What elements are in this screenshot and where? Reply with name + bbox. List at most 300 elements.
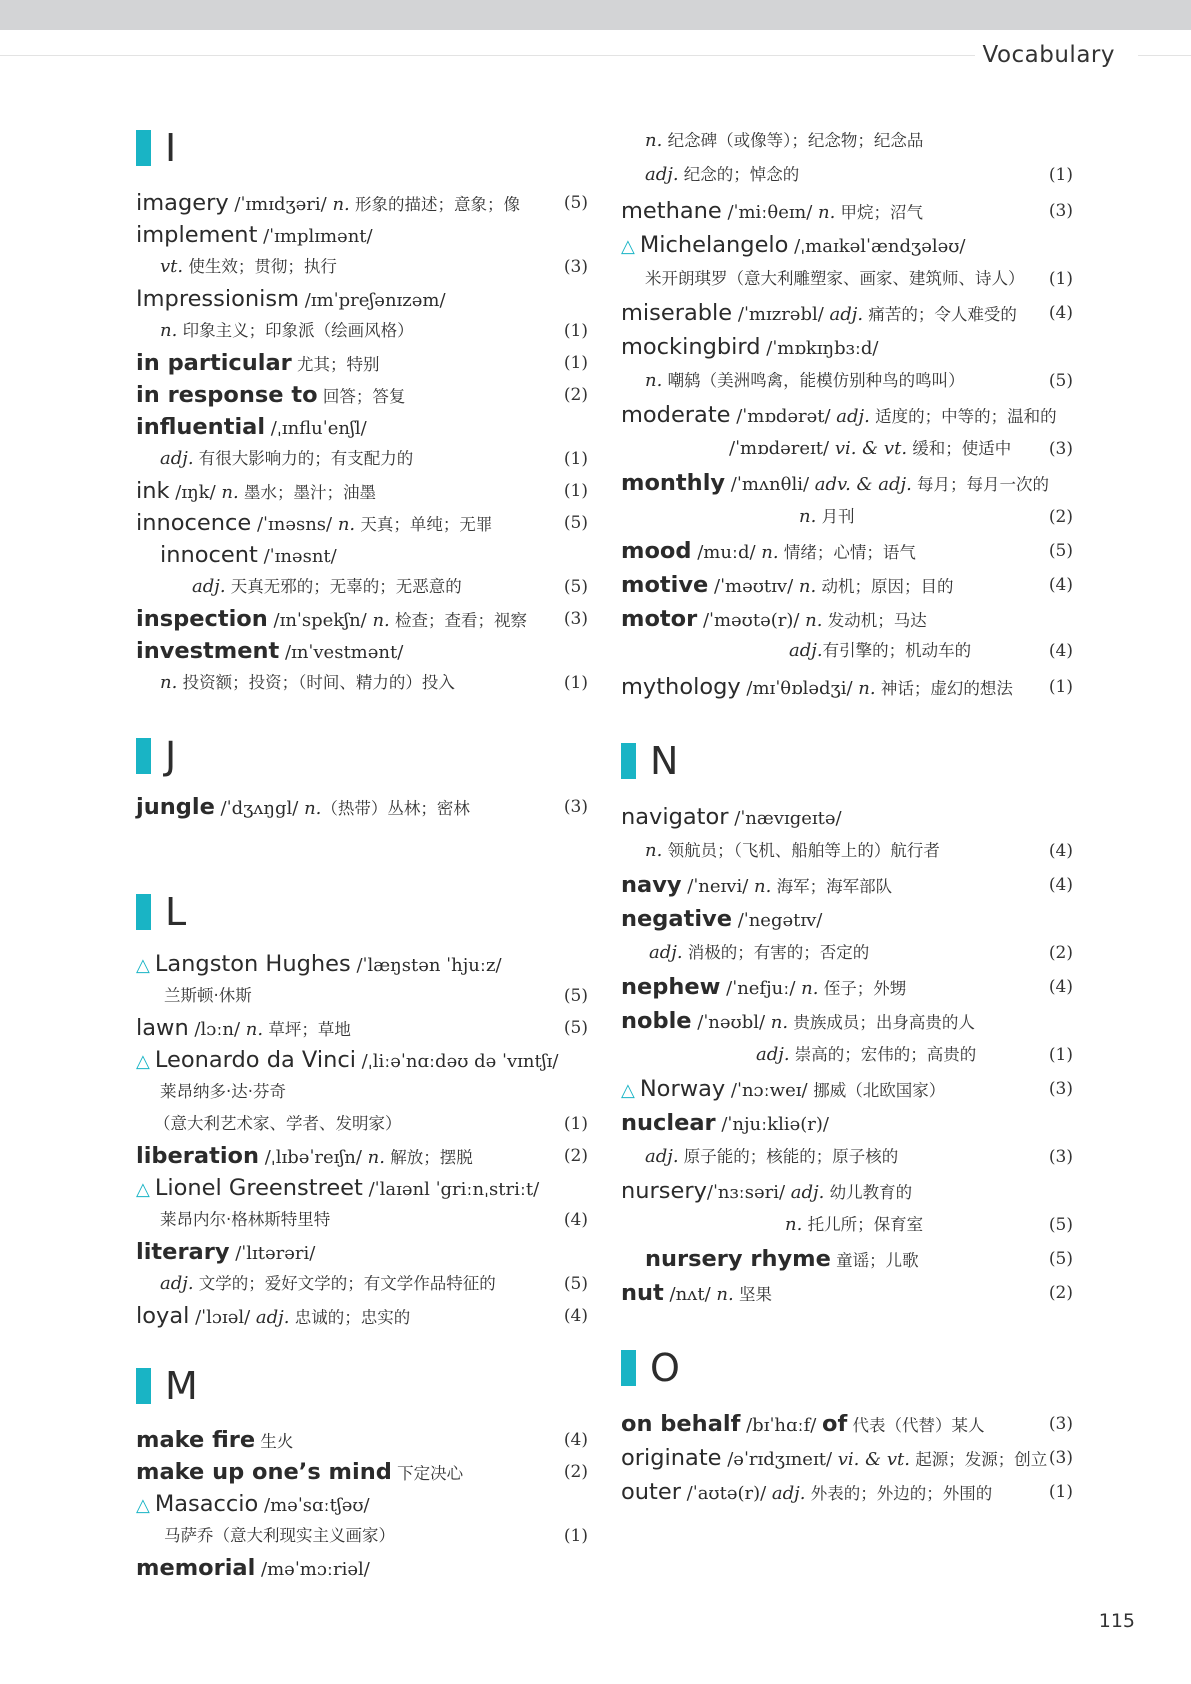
section-letter: J — [165, 734, 177, 778]
headword: make up one’s mind — [136, 1459, 392, 1485]
phonetic: /ˈmɒdəreɪt/ — [729, 438, 835, 459]
phonetic: /ˈnævɪgeɪtə/ — [728, 808, 842, 829]
entry-investment-def — [136, 667, 588, 699]
unit-number: (2) — [563, 1462, 588, 1482]
part-of-speech: n. — [801, 978, 819, 999]
section-letter: M — [165, 1364, 198, 1408]
unit-number: (5) — [1048, 371, 1073, 391]
definition: 痛苦的；令人难受的 — [863, 305, 1017, 324]
unit-number: (4) — [563, 1430, 588, 1450]
unit-number: (5) — [563, 513, 588, 533]
unit-number: (3) — [1048, 1147, 1073, 1167]
entry-nuclear — [621, 1107, 1073, 1139]
entry-negative-def — [621, 937, 1073, 969]
entry-loyal — [136, 1300, 588, 1332]
entry-mood — [621, 535, 1073, 567]
unit-number: (4) — [1048, 875, 1073, 895]
phonetic: /ˈnɔːweɪ/ — [725, 1080, 814, 1101]
unit-number: (5) — [1048, 541, 1073, 561]
definition: 每月；每月一次的 — [911, 475, 1050, 494]
definition: 原子能的；核能的；原子核的 — [678, 1147, 899, 1166]
entry-influential-def — [136, 443, 588, 475]
part-of-speech: adj. — [645, 164, 679, 185]
unit-number: (2) — [563, 1146, 588, 1166]
phonetic: /ˈneɪvi/ — [681, 876, 754, 897]
definition: 缓和；使适中 — [907, 439, 1012, 458]
section-marker — [136, 130, 151, 166]
entry-monthly — [621, 467, 1073, 499]
definition: 纪念碑（或像等）；纪念物；纪念品 — [662, 131, 924, 150]
entry-in-particular — [136, 347, 588, 379]
unit-number: (2) — [1048, 507, 1073, 527]
headword: nursery — [621, 1178, 707, 1204]
unit-number: (4) — [1048, 303, 1073, 323]
definition: 挪威（北欧国家） — [813, 1081, 946, 1100]
phonetic: /ˈnəʊbl/ — [691, 1012, 771, 1033]
headword: Lionel Greenstreet — [154, 1175, 363, 1201]
entry-masaccio — [136, 1488, 588, 1520]
part-of-speech: adj. — [192, 576, 226, 597]
headword: nuclear — [621, 1110, 716, 1136]
section-marker — [621, 743, 636, 779]
headword-continued: of — [822, 1411, 848, 1437]
phonetic: /ɪnˈvestmənt/ — [279, 642, 404, 663]
definition: 贵族成员；出身高贵的人 — [788, 1013, 975, 1032]
entry-nuclear-def — [621, 1141, 1073, 1173]
entry-lionel — [136, 1172, 588, 1204]
entry-moderate-def2 — [621, 433, 1073, 465]
entry-negative — [621, 903, 1073, 935]
definition: 适度的；中等的；温和的 — [869, 407, 1057, 426]
phonetic: /ˈmɪzrəbl/ — [732, 304, 830, 325]
part-of-speech: n. — [817, 202, 836, 223]
entry-nephew — [621, 971, 1073, 1003]
definition: 有很大影响力的；有支配力的 — [193, 449, 414, 468]
definition: 莱昂纳多·达·芬奇 — [160, 1082, 286, 1101]
headword: methane — [621, 198, 722, 224]
triangle-icon: △ — [621, 236, 635, 257]
part-of-speech: n. — [645, 840, 663, 861]
entry-inspection — [136, 603, 588, 635]
definition: 使生效；贯彻；执行 — [183, 257, 337, 276]
headword: in response to — [136, 382, 318, 408]
section-marker — [136, 1368, 151, 1404]
phonetic: /ɪŋk/ — [169, 482, 222, 503]
entry-influential — [136, 411, 588, 443]
entry-navigator — [621, 801, 1073, 833]
headword: Leonardo da Vinci — [154, 1047, 356, 1073]
phonetic: /ˈlæŋstən ˈhjuːz/ — [350, 955, 502, 976]
part-of-speech: adj. — [829, 304, 864, 325]
headword: lawn — [136, 1015, 189, 1041]
entry-ink — [136, 475, 588, 507]
headword: literary — [136, 1239, 230, 1265]
definition: 回答；答复 — [317, 387, 406, 406]
entry-on-behalf-of — [621, 1408, 1073, 1440]
part-of-speech: n. — [799, 506, 817, 527]
entry-motor-def2 — [621, 635, 1073, 667]
unit-number: (1) — [563, 353, 588, 373]
entry-navigator-def — [621, 835, 1073, 867]
entry-moderate — [621, 399, 1073, 431]
section-marker — [136, 738, 151, 774]
entry-noble — [621, 1005, 1073, 1037]
headword: mood — [621, 538, 692, 564]
entry-innocence — [136, 507, 588, 539]
unit-number: (5) — [563, 986, 588, 1006]
entry-outer — [621, 1476, 1073, 1508]
entry-literary-def — [136, 1268, 588, 1300]
entry-literary — [136, 1236, 588, 1268]
entry-langston-hughes-def — [136, 980, 588, 1012]
phonetic: /muːd/ — [691, 542, 762, 563]
unit-number: (4) — [563, 1210, 588, 1230]
headword: miserable — [621, 300, 733, 326]
part-of-speech: n. — [754, 876, 772, 897]
unit-number: (1) — [563, 321, 588, 341]
phonetic: /ˌliːəˈnɑːdəʊ də ˈvɪntʃɪ/ — [355, 1051, 559, 1072]
headword: noble — [621, 1008, 692, 1034]
entry-leonardo-def — [136, 1076, 588, 1108]
phonetic: /ˈnɜːsəri/ — [706, 1182, 791, 1203]
headword: innocence — [136, 510, 252, 536]
definition: 形象的描述；意象；像 — [349, 195, 521, 214]
entry-methane — [621, 195, 1073, 227]
unit-number: (3) — [1048, 1414, 1073, 1434]
headword: ink — [136, 478, 170, 504]
part-of-speech: n. — [716, 1284, 734, 1305]
unit-number: (4) — [1048, 575, 1073, 595]
entry-norway — [621, 1073, 1073, 1105]
triangle-icon: △ — [621, 1080, 635, 1101]
unit-number: (4) — [1048, 641, 1073, 661]
entry-michelangelo — [621, 229, 1073, 261]
running-header: Vocabulary — [982, 42, 1115, 68]
definition: 印象主义；印象派（绘画风格） — [177, 321, 414, 340]
headword: moderate — [621, 402, 731, 428]
unit-number: (3) — [563, 257, 588, 277]
entry-implement-def — [136, 251, 588, 283]
part-of-speech: n. — [160, 320, 178, 341]
phonetic: /ɪmˈpreʃənɪzəm/ — [299, 290, 446, 311]
phonetic: /ˈlɪtərəri/ — [229, 1243, 316, 1264]
headword: nut — [621, 1280, 664, 1306]
entry-nursery — [621, 1175, 1073, 1207]
part-of-speech: vi. & vt. — [834, 438, 908, 459]
definition: 代表（代替）某人 — [847, 1416, 985, 1435]
definition: 莱昂内尔·格林斯特里特 — [160, 1210, 331, 1229]
definition: （热带）丛林；密林 — [321, 799, 470, 818]
unit-number: (5) — [563, 1018, 588, 1038]
unit-number: (4) — [1048, 841, 1073, 861]
phonetic: /məˈsɑːtʃəʊ/ — [258, 1495, 370, 1516]
entry-memorial — [136, 1552, 588, 1584]
headword: mythology — [621, 674, 741, 700]
section-marker — [136, 894, 151, 930]
part-of-speech: n. — [785, 1214, 803, 1235]
definition: 忠诚的；忠实的 — [289, 1308, 411, 1327]
entry-mockingbird — [621, 331, 1073, 363]
unit-number: (2) — [1048, 1283, 1073, 1303]
phonetic: /ˈɪnəsnt/ — [257, 546, 337, 567]
phonetic: /ˈmʌnθli/ — [725, 474, 815, 495]
triangle-icon: △ — [136, 1179, 150, 1200]
headword: motive — [621, 572, 709, 598]
definition: 有引擎的；机动车的 — [822, 641, 972, 660]
part-of-speech: adj. — [649, 942, 683, 963]
definition: 米开朗琪罗（意大利雕塑家、画家、建筑师、诗人） — [645, 269, 1025, 288]
part-of-speech: adj. — [836, 406, 870, 427]
triangle-icon: △ — [136, 1051, 150, 1072]
definition: 墨水；墨汁；油墨 — [238, 483, 376, 502]
phonetic: /ˈnefjuː/ — [720, 978, 802, 999]
headword: liberation — [136, 1143, 260, 1169]
part-of-speech: n. — [761, 542, 779, 563]
definition: 动机；原因；目的 — [816, 577, 954, 596]
section-O — [621, 1344, 1073, 1394]
section-N — [621, 737, 1073, 787]
entry-in-response-to — [136, 379, 588, 411]
unit-number: (3) — [563, 609, 588, 629]
part-of-speech: vt. — [160, 256, 184, 277]
unit-number: (2) — [563, 385, 588, 405]
unit-number: (3) — [563, 797, 588, 817]
definition: 发动机；马达 — [822, 611, 927, 630]
entry-make-fire — [136, 1424, 588, 1456]
phonetic: /əˈrɪdʒɪneɪt/ — [721, 1449, 838, 1470]
phonetic: /nʌt/ — [663, 1284, 717, 1305]
page-number: 115 — [1098, 1610, 1135, 1632]
definition: 草坪；草地 — [263, 1020, 351, 1039]
definition: 解放；摆脱 — [385, 1148, 473, 1167]
headword: in particular — [136, 350, 292, 376]
unit-number: (3) — [1048, 1079, 1073, 1099]
headword: mockingbird — [621, 334, 761, 360]
headword: navigator — [621, 804, 729, 830]
phonetic: /mɪˈθɒlədʒi/ — [740, 678, 859, 699]
triangle-icon: △ — [136, 1495, 150, 1516]
entry-langston-hughes — [136, 948, 588, 980]
entry-mockingbird-def — [621, 365, 1073, 397]
phonetic: /məˈmɔːriəl/ — [255, 1559, 370, 1580]
definition: 天真无邪的；无辜的；无恶意的 — [225, 577, 462, 596]
definition: （意大利艺术家、学者、发明家） — [154, 1114, 402, 1133]
unit-number: (4) — [563, 1306, 588, 1326]
phonetic: /ˈdʒʌŋgl/ — [214, 798, 305, 819]
section-I — [136, 124, 588, 174]
unit-number: (3) — [1048, 1448, 1073, 1468]
part-of-speech: adj. — [160, 448, 194, 469]
section-letter: I — [165, 126, 177, 170]
definition: 领航员；（飞机、船舶等上的）航行者 — [662, 841, 940, 860]
unit-number: (1) — [563, 481, 588, 501]
section-M — [136, 1362, 588, 1412]
phonetic: /ˈmɒkɪŋbɜːd/ — [760, 338, 879, 359]
headword: Masaccio — [154, 1491, 259, 1517]
phonetic: /ˌmaɪkəlˈændʒələʊ/ — [788, 236, 966, 257]
unit-number: (5) — [563, 1274, 588, 1294]
unit-number: (1) — [563, 449, 588, 469]
part-of-speech: adj. — [160, 1273, 194, 1294]
definition: 天真；单纯；无罪 — [355, 515, 493, 534]
unit-number: (1) — [563, 673, 588, 693]
section-marker — [621, 1350, 636, 1386]
headword: imagery — [136, 190, 229, 216]
headword: originate — [621, 1445, 722, 1471]
entry-leonardo-def2 — [136, 1108, 588, 1140]
entry-lionel-def — [136, 1204, 588, 1236]
header-rule-right — [1138, 55, 1191, 56]
part-of-speech: adj. — [789, 640, 823, 661]
unit-number: (5) — [563, 193, 588, 213]
unit-number: (1) — [1048, 1045, 1073, 1065]
headword: innocent — [160, 542, 258, 568]
entry-motor — [621, 603, 1073, 635]
entry-lawn — [136, 1012, 588, 1044]
part-of-speech: n. — [337, 514, 356, 535]
triangle-icon: △ — [136, 955, 150, 976]
entry-liberation — [136, 1140, 588, 1172]
section-letter: L — [165, 890, 187, 934]
part-of-speech: adj. — [771, 1483, 806, 1504]
entry-michelangelo-def — [621, 263, 1073, 295]
headword: Norway — [639, 1076, 726, 1102]
definition: 马萨乔（意大利现实主义画家） — [164, 1526, 395, 1545]
part-of-speech: n. — [798, 576, 817, 597]
part-of-speech: n. — [645, 370, 663, 391]
headword: nursery rhyme — [645, 1246, 831, 1272]
definition: 消极的；有害的；否定的 — [682, 943, 870, 962]
headword: nephew — [621, 974, 721, 1000]
headword: implement — [136, 222, 258, 248]
part-of-speech: adv. & adj. — [814, 474, 912, 495]
unit-number: (2) — [1048, 943, 1073, 963]
unit-number: (1) — [1048, 165, 1073, 185]
definition: 嘲鸫（美洲鸣禽，能模仿别种鸟的鸣叫） — [662, 371, 965, 390]
part-of-speech: n. — [805, 610, 823, 631]
phonetic: /ˈmiːθeɪn/ — [721, 202, 818, 223]
headword: memorial — [136, 1555, 256, 1581]
headword: loyal — [136, 1303, 190, 1329]
unit-number: (5) — [1048, 1215, 1073, 1235]
phonetic: /ˌlɪbəˈreɪʃn/ — [259, 1147, 368, 1168]
section-J — [136, 732, 588, 782]
entry-nursery-def2 — [621, 1209, 1073, 1241]
definition: 侄子；外甥 — [818, 979, 907, 998]
phonetic: /ˈɪnəsns/ — [251, 514, 338, 535]
headword: on behalf — [621, 1411, 741, 1437]
part-of-speech: adj. — [790, 1182, 825, 1203]
definition: 托儿所；保育室 — [802, 1215, 924, 1234]
headword: negative — [621, 906, 732, 932]
definition: 生火 — [255, 1432, 294, 1451]
entry-leonardo — [136, 1044, 588, 1076]
definition: 起源；发源；创立 — [909, 1450, 1048, 1469]
unit-number: (1) — [1048, 269, 1073, 289]
part-of-speech: n. — [304, 798, 322, 819]
part-of-speech: n. — [372, 610, 390, 631]
unit-number: (1) — [563, 1526, 588, 1546]
phonetic: /ˈnegətɪv/ — [731, 910, 823, 931]
phonetic: /ˈmɒdərət/ — [730, 406, 837, 427]
entry-innocent-def — [136, 571, 588, 603]
definition: 情绪；心情；语气 — [778, 543, 916, 562]
unit-number: (5) — [1048, 1249, 1073, 1269]
headword: motor — [621, 606, 698, 632]
header-rule — [0, 55, 975, 56]
definition: 幼儿教育的 — [824, 1183, 913, 1202]
headword: jungle — [136, 794, 215, 820]
headword: Impressionism — [136, 286, 300, 312]
definition: 崇高的；宏伟的；高贵的 — [789, 1045, 977, 1064]
entry-jungle — [136, 791, 588, 823]
headword: outer — [621, 1479, 681, 1505]
phonetic: /ˈɪmɪdʒəri/ — [228, 194, 333, 215]
phonetic: /ˈməʊtɪv/ — [708, 576, 799, 597]
phonetic: /bɪˈhɑːf/ — [740, 1415, 823, 1436]
part-of-speech: n. — [160, 672, 178, 693]
part-of-speech: n. — [858, 678, 876, 699]
definition: 甲烷；沼气 — [835, 203, 924, 222]
headword: monthly — [621, 470, 726, 496]
phonetic: /lɔːn/ — [188, 1019, 246, 1040]
definition: 海军；海军部队 — [771, 877, 893, 896]
entry-make-up-mind — [136, 1456, 588, 1488]
headword: influential — [136, 414, 266, 440]
part-of-speech: adj. — [255, 1307, 290, 1328]
unit-number: (1) — [563, 1114, 588, 1134]
entry-navy — [621, 869, 1073, 901]
entry-nut — [621, 1277, 1073, 1309]
entry-miserable — [621, 297, 1073, 329]
part-of-speech: n. — [367, 1147, 385, 1168]
entry-noble-def2 — [621, 1039, 1073, 1071]
part-of-speech: vi. & vt. — [837, 1449, 910, 1470]
entry-nursery-rhyme — [621, 1243, 1073, 1275]
entry-monthly-def2 — [621, 501, 1073, 533]
section-letter: N — [650, 739, 679, 783]
definition: 月刊 — [816, 507, 855, 526]
unit-number: (1) — [1048, 677, 1073, 697]
entry-innocent — [136, 539, 588, 571]
phonetic: /ˈlaɪənl ˈgriːnˌstriːt/ — [362, 1179, 540, 1200]
part-of-speech: adj. — [756, 1044, 790, 1065]
entry-mythology — [621, 671, 1073, 703]
definition: 童谣；儿歌 — [830, 1251, 919, 1270]
section-L — [136, 888, 588, 938]
headword: investment — [136, 638, 280, 664]
section-letter: O — [650, 1346, 680, 1390]
part-of-speech: n. — [221, 482, 239, 503]
entry-motive — [621, 569, 1073, 601]
definition: 下定决心 — [391, 1464, 464, 1483]
definition: 兰斯顿·休斯 — [164, 986, 252, 1005]
definition: 检查；查看；视察 — [389, 611, 528, 630]
entry-implement — [136, 219, 588, 251]
unit-number: (4) — [1048, 977, 1073, 997]
definition: 坚果 — [733, 1285, 772, 1304]
headword: make fire — [136, 1427, 256, 1453]
unit-number: (3) — [1048, 439, 1073, 459]
top-color-band — [0, 0, 1191, 30]
definition: 文学的；爱好文学的；有文学作品特征的 — [193, 1274, 496, 1293]
definition: 外表的；外边的；外围的 — [805, 1484, 993, 1503]
entry-masaccio-def — [136, 1520, 588, 1552]
unit-number: (1) — [1048, 1482, 1073, 1502]
definition: 纪念的；悼念的 — [678, 165, 800, 184]
entry-memorial-def — [621, 125, 1073, 157]
headword: navy — [621, 872, 682, 898]
